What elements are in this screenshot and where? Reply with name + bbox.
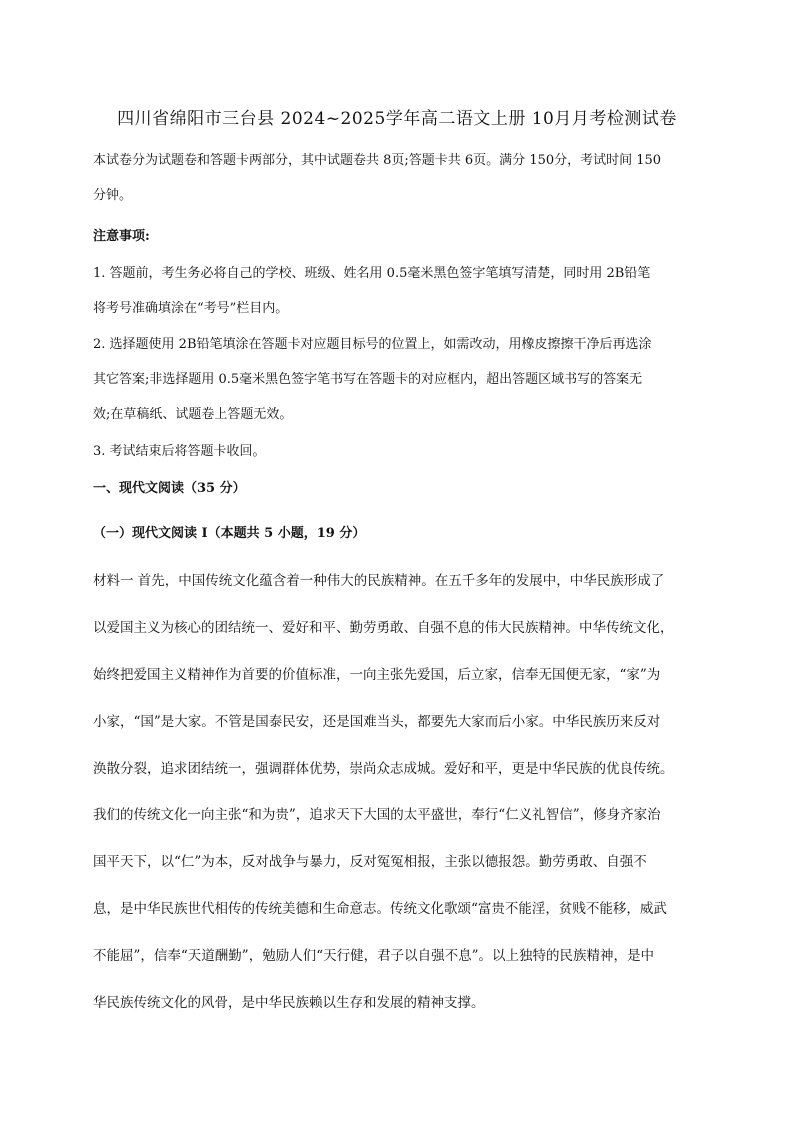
material-line: 我们的传统文化一向主张“和为贵”，追求天下大国的太平盛世，奉行“仁义礼智信”，修身齐家治 (93, 807, 661, 823)
material-line: 不能屈”，信奉“天道酬勤”，勉励人们“天行健，君子以自强不息”。以上独特的民族精神，是中 (93, 948, 655, 964)
material-line: 始终把爱国主义精神作为首要的价值标准，一向主张先爱国，后立家，信奉无国便无家，“家”为 (93, 667, 661, 683)
note-2-line-1: 2. 选择题使用 2B铅笔填涂在答题卡对应题目标号的位置上，如需改动，用橡皮擦擦干净后再选涂 (93, 337, 652, 352)
note-1-line-2: 将考号准确填涂在“考号”栏目内。 (93, 301, 289, 316)
intro-line-1: 本试卷分为试题卷和答题卡两部分，其中试题卷共 8页;答题卡共 6页。满分 150分，考试时间 150 (93, 153, 662, 168)
material-line: 材料一 首先，中国传统文化蕴含着一种伟大的民族精神。在五千多年的发展中，中华民族形成了 (93, 573, 665, 589)
notes-heading: 注意事项: (93, 229, 150, 244)
material-line: 以爱国主义为核心的团结统一、爱好和平、勤劳勇敢、自强不息的伟大民族精神。中华传统文化， (93, 620, 674, 636)
note-2-line-3: 效;在草稿纸、试题卷上答题无效。 (93, 407, 293, 422)
note-2-line-2: 其它答案;非选择题用 0.5毫米黑色签字笔书写在答题卡的对应框内，超出答题区域书写的答案无 (93, 372, 643, 387)
material-line: 涣散分裂，追求团结统一，强调群体优势，崇尚众志成城。爱好和平，更是中华民族的优良传统。 (93, 761, 674, 777)
subsection-1-heading: （一）现代文阅读 I（本题共 5 小题，19 分） (93, 526, 366, 541)
note-3-line-1: 3. 考试结束后将答题卡收回。 (93, 444, 266, 459)
material-line: 小家，“国”是大家。不管是国泰民安，还是国难当头，都要先大家而后小家。中华民族历来反对 (93, 714, 661, 730)
material-line: 息，是中华民族世代相传的传统美德和生命意志。传统文化歌颂“富贵不能淫，贫贱不能移，威武 (93, 901, 667, 917)
section-1-heading: 一、现代文阅读（35 分） (93, 481, 246, 496)
intro-line-2: 分钟。 (93, 188, 133, 203)
page-title: 四川省绵阳市三台县 2024~2025学年高二语文上册 10月月考检测试卷 (117, 109, 677, 129)
note-1-line-1: 1. 答题前，考生务必将自己的学校、班级、姓名用 0.5毫米黑色签字笔填写清楚，同时用 2B铅笔 (93, 266, 651, 281)
material-line: 华民族传统文化的风骨，是中华民族赖以生存和发展的精神支撑。 (93, 995, 485, 1011)
material-line: 国平天下，以“仁”为本，反对战争与暴力，反对冤冤相报，主张以德报怨。勤劳勇敢、自强不 (93, 854, 647, 870)
